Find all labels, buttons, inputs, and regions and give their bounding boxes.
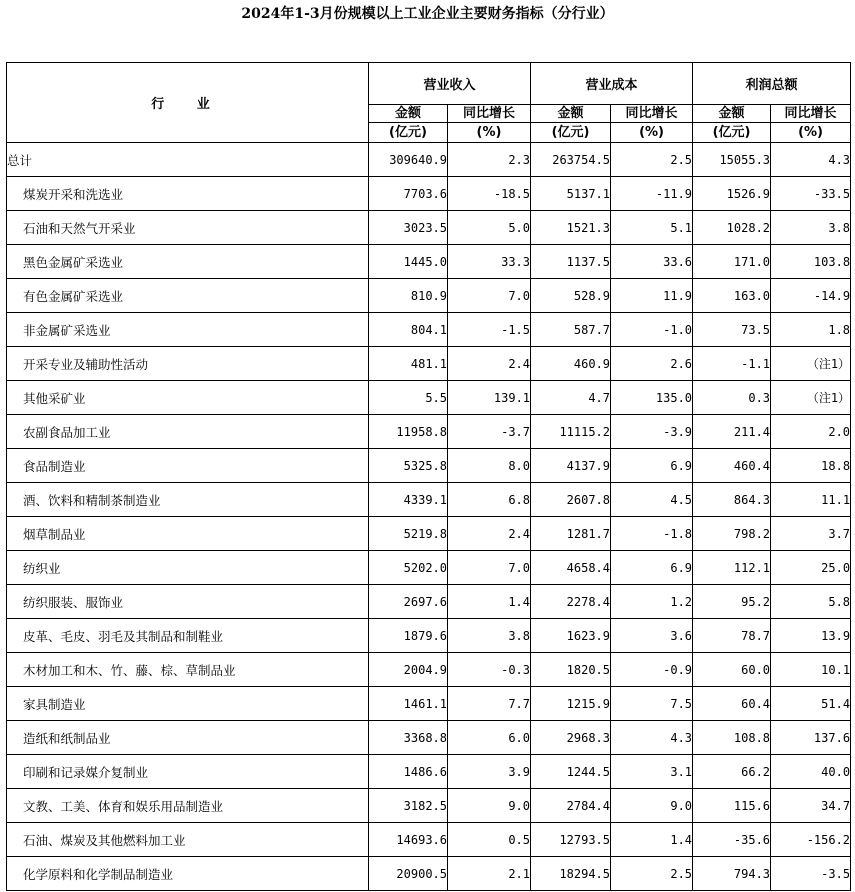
profit-yoy: -33.5: [771, 177, 851, 211]
industry-name: 开采专业及辅助性活动: [7, 347, 369, 381]
profit-yoy: 5.8: [771, 585, 851, 619]
revenue-yoy: 3.8: [448, 619, 531, 653]
page-title: 2024年1-3月份规模以上工业企业主要财务指标（分行业）: [241, 6, 614, 22]
cost-amount: 460.9: [531, 347, 611, 381]
total-row: [7, 143, 851, 177]
cost-amount: 528.9: [531, 279, 611, 313]
industry-name: 石油、煤炭及其他燃料加工业: [7, 823, 369, 857]
revenue-yoy: 0.5: [448, 823, 531, 857]
profit-amount: 66.2: [693, 755, 771, 789]
profit-amount: -1.1: [693, 347, 771, 381]
profit-yoy: 40.0: [771, 755, 851, 789]
cost-yoy: 2.5: [611, 857, 693, 891]
cost-yoy: 6.9: [611, 551, 693, 585]
revenue-amount: 2004.9: [369, 653, 448, 687]
industry-name: 总计: [7, 143, 369, 177]
table-row: [7, 415, 851, 449]
table-row: [7, 823, 851, 857]
profit-amount: 798.2: [693, 517, 771, 551]
table-row: [7, 177, 851, 211]
table-row: [7, 211, 851, 245]
cost-yoy: 3.6: [611, 619, 693, 653]
profit-yoy: 4.3: [771, 143, 851, 177]
industry-name: 其他采矿业: [7, 381, 369, 415]
profit-amount: 1526.9: [693, 177, 771, 211]
table-row: [7, 517, 851, 551]
unit-label: (亿元): [693, 123, 771, 143]
industry-name: 石油和天然气开采业: [7, 211, 369, 245]
cost-amount: 5137.1: [531, 177, 611, 211]
revenue-amount: 5.5: [369, 381, 448, 415]
cost-amount: 1215.9: [531, 687, 611, 721]
cost-amount: 1623.9: [531, 619, 611, 653]
profit-amount: 15055.3: [693, 143, 771, 177]
revenue-yoy: 1.4: [448, 585, 531, 619]
cost-yoy: 2.5: [611, 143, 693, 177]
profit-yoy: -156.2: [771, 823, 851, 857]
cost-amount: 2968.3: [531, 721, 611, 755]
cost-yoy: 6.9: [611, 449, 693, 483]
profit-yoy: 11.1: [771, 483, 851, 517]
profit-amount: 171.0: [693, 245, 771, 279]
industry-name: 印刷和记录媒介复制业: [7, 755, 369, 789]
cost-amount: 18294.5: [531, 857, 611, 891]
financial-indicators-table: [6, 62, 851, 891]
revenue-header: 营业收入: [369, 63, 531, 105]
cost-yoy: 7.5: [611, 687, 693, 721]
revenue-yoy: 6.8: [448, 483, 531, 517]
revenue-yoy: -0.3: [448, 653, 531, 687]
cost-yoy: -3.9: [611, 415, 693, 449]
revenue-yoy: 7.0: [448, 279, 531, 313]
cost-yoy: -1.8: [611, 517, 693, 551]
unit-label: (%): [771, 123, 851, 143]
table-row: [7, 551, 851, 585]
revenue-yoy: 5.0: [448, 211, 531, 245]
cost-amount: 1281.7: [531, 517, 611, 551]
profit-yoy: （注1）: [771, 381, 851, 415]
industry-name: 烟草制品业: [7, 517, 369, 551]
industry-name: 纺织服装、服饰业: [7, 585, 369, 619]
cost-yoy: 33.6: [611, 245, 693, 279]
subheader-amount: 金额: [531, 105, 611, 123]
cost-yoy: 5.1: [611, 211, 693, 245]
profit-amount: 95.2: [693, 585, 771, 619]
subheader-yoy: 同比增长: [448, 105, 531, 123]
revenue-yoy: 2.1: [448, 857, 531, 891]
revenue-amount: 309640.9: [369, 143, 448, 177]
revenue-amount: 5325.8: [369, 449, 448, 483]
cost-amount: 1820.5: [531, 653, 611, 687]
revenue-yoy: -3.7: [448, 415, 531, 449]
table-row: [7, 755, 851, 789]
profit-amount: -35.6: [693, 823, 771, 857]
revenue-amount: 804.1: [369, 313, 448, 347]
table-row: [7, 619, 851, 653]
industry-name: 非金属矿采选业: [7, 313, 369, 347]
industry-name: 木材加工和木、竹、藤、棕、草制品业: [7, 653, 369, 687]
subheader-yoy: 同比增长: [611, 105, 693, 123]
cost-amount: 4658.4: [531, 551, 611, 585]
table-row: [7, 483, 851, 517]
profit-yoy: 2.0: [771, 415, 851, 449]
industry-name: 煤炭开采和洗选业: [7, 177, 369, 211]
table-row: [7, 653, 851, 687]
subheader-amount: 金额: [693, 105, 771, 123]
industry-name: 家具制造业: [7, 687, 369, 721]
revenue-amount: 3368.8: [369, 721, 448, 755]
cost-amount: 263754.5: [531, 143, 611, 177]
subheader-yoy: 同比增长: [771, 105, 851, 123]
profit-yoy: 3.8: [771, 211, 851, 245]
profit-yoy: 137.6: [771, 721, 851, 755]
industry-name: 造纸和纸制品业: [7, 721, 369, 755]
cost-amount: 2607.8: [531, 483, 611, 517]
cost-amount: 2784.4: [531, 789, 611, 823]
profit-yoy: 18.8: [771, 449, 851, 483]
industry-name: 文教、工美、体育和娱乐用品制造业: [7, 789, 369, 823]
cost-amount: 12793.5: [531, 823, 611, 857]
revenue-amount: 1445.0: [369, 245, 448, 279]
table-row: [7, 687, 851, 721]
profit-amount: 163.0: [693, 279, 771, 313]
revenue-yoy: 139.1: [448, 381, 531, 415]
revenue-amount: 2697.6: [369, 585, 448, 619]
profit-yoy: -3.5: [771, 857, 851, 891]
table-row: [7, 381, 851, 415]
profit-yoy: 1.8: [771, 313, 851, 347]
revenue-yoy: 2.4: [448, 517, 531, 551]
revenue-amount: 4339.1: [369, 483, 448, 517]
table-row: [7, 449, 851, 483]
table-row: [7, 313, 851, 347]
revenue-yoy: 9.0: [448, 789, 531, 823]
table-row: [7, 789, 851, 823]
cost-yoy: 11.9: [611, 279, 693, 313]
cost-amount: 1137.5: [531, 245, 611, 279]
revenue-yoy: 33.3: [448, 245, 531, 279]
revenue-yoy: 7.0: [448, 551, 531, 585]
profit-amount: 60.4: [693, 687, 771, 721]
revenue-amount: 7703.6: [369, 177, 448, 211]
unit-label: (亿元): [369, 123, 448, 143]
cost-amount: 4.7: [531, 381, 611, 415]
unit-label: (%): [611, 123, 693, 143]
cost-yoy: 1.4: [611, 823, 693, 857]
revenue-amount: 14693.6: [369, 823, 448, 857]
cost-amount: 1521.3: [531, 211, 611, 245]
unit-label: (亿元): [531, 123, 611, 143]
profit-amount: 794.3: [693, 857, 771, 891]
profit-yoy: 34.7: [771, 789, 851, 823]
cost-amount: 1244.5: [531, 755, 611, 789]
cost-yoy: 2.6: [611, 347, 693, 381]
profit-amount: 115.6: [693, 789, 771, 823]
revenue-amount: 1461.1: [369, 687, 448, 721]
revenue-yoy: -1.5: [448, 313, 531, 347]
profit-amount: 460.4: [693, 449, 771, 483]
revenue-yoy: -18.5: [448, 177, 531, 211]
revenue-amount: 20900.5: [369, 857, 448, 891]
table-row: [7, 721, 851, 755]
profit-amount: 78.7: [693, 619, 771, 653]
profit-yoy: （注1）: [771, 347, 851, 381]
cost-amount: 587.7: [531, 313, 611, 347]
revenue-amount: 1879.6: [369, 619, 448, 653]
profit-header: 利润总额: [693, 63, 851, 105]
table-row: [7, 347, 851, 381]
revenue-amount: 5219.8: [369, 517, 448, 551]
profit-yoy: 103.8: [771, 245, 851, 279]
revenue-amount: 481.1: [369, 347, 448, 381]
cost-header: 营业成本: [531, 63, 693, 105]
profit-amount: 211.4: [693, 415, 771, 449]
cost-amount: 11115.2: [531, 415, 611, 449]
revenue-yoy: 2.3: [448, 143, 531, 177]
revenue-amount: 5202.0: [369, 551, 448, 585]
profit-amount: 1028.2: [693, 211, 771, 245]
revenue-yoy: 7.7: [448, 687, 531, 721]
cost-yoy: 4.5: [611, 483, 693, 517]
industry-name: 酒、饮料和精制茶制造业: [7, 483, 369, 517]
cost-amount: 4137.9: [531, 449, 611, 483]
profit-amount: 60.0: [693, 653, 771, 687]
industry-name: 黑色金属矿采选业: [7, 245, 369, 279]
cost-yoy: 4.3: [611, 721, 693, 755]
industry-name: 有色金属矿采选业: [7, 279, 369, 313]
industry-name: 化学原料和化学制品制造业: [7, 857, 369, 891]
profit-amount: 73.5: [693, 313, 771, 347]
cost-yoy: -0.9: [611, 653, 693, 687]
cost-yoy: 1.2: [611, 585, 693, 619]
industry-name: 纺织业: [7, 551, 369, 585]
revenue-amount: 3182.5: [369, 789, 448, 823]
profit-yoy: 3.7: [771, 517, 851, 551]
profit-amount: 864.3: [693, 483, 771, 517]
revenue-yoy: 8.0: [448, 449, 531, 483]
cost-yoy: -11.9: [611, 177, 693, 211]
revenue-yoy: 3.9: [448, 755, 531, 789]
unit-label: (%): [448, 123, 531, 143]
table-row: [7, 279, 851, 313]
cost-yoy: 135.0: [611, 381, 693, 415]
profit-yoy: 13.9: [771, 619, 851, 653]
revenue-amount: 11958.8: [369, 415, 448, 449]
industry-name: 农副食品加工业: [7, 415, 369, 449]
cost-amount: 2278.4: [531, 585, 611, 619]
revenue-amount: 1486.6: [369, 755, 448, 789]
profit-amount: 0.3: [693, 381, 771, 415]
profit-amount: 108.8: [693, 721, 771, 755]
subheader-amount: 金额: [369, 105, 448, 123]
profit-yoy: 10.1: [771, 653, 851, 687]
revenue-amount: 810.9: [369, 279, 448, 313]
revenue-yoy: 2.4: [448, 347, 531, 381]
cost-yoy: -1.0: [611, 313, 693, 347]
profit-yoy: 51.4: [771, 687, 851, 721]
revenue-yoy: 6.0: [448, 721, 531, 755]
industry-header: 行 业: [7, 63, 369, 143]
table-row: [7, 857, 851, 891]
table-row: [7, 585, 851, 619]
industry-name: 皮革、毛皮、羽毛及其制品和制鞋业: [7, 619, 369, 653]
profit-yoy: -14.9: [771, 279, 851, 313]
cost-yoy: 3.1: [611, 755, 693, 789]
table-row: [7, 245, 851, 279]
profit-amount: 112.1: [693, 551, 771, 585]
profit-yoy: 25.0: [771, 551, 851, 585]
cost-yoy: 9.0: [611, 789, 693, 823]
industry-name: 食品制造业: [7, 449, 369, 483]
revenue-amount: 3023.5: [369, 211, 448, 245]
